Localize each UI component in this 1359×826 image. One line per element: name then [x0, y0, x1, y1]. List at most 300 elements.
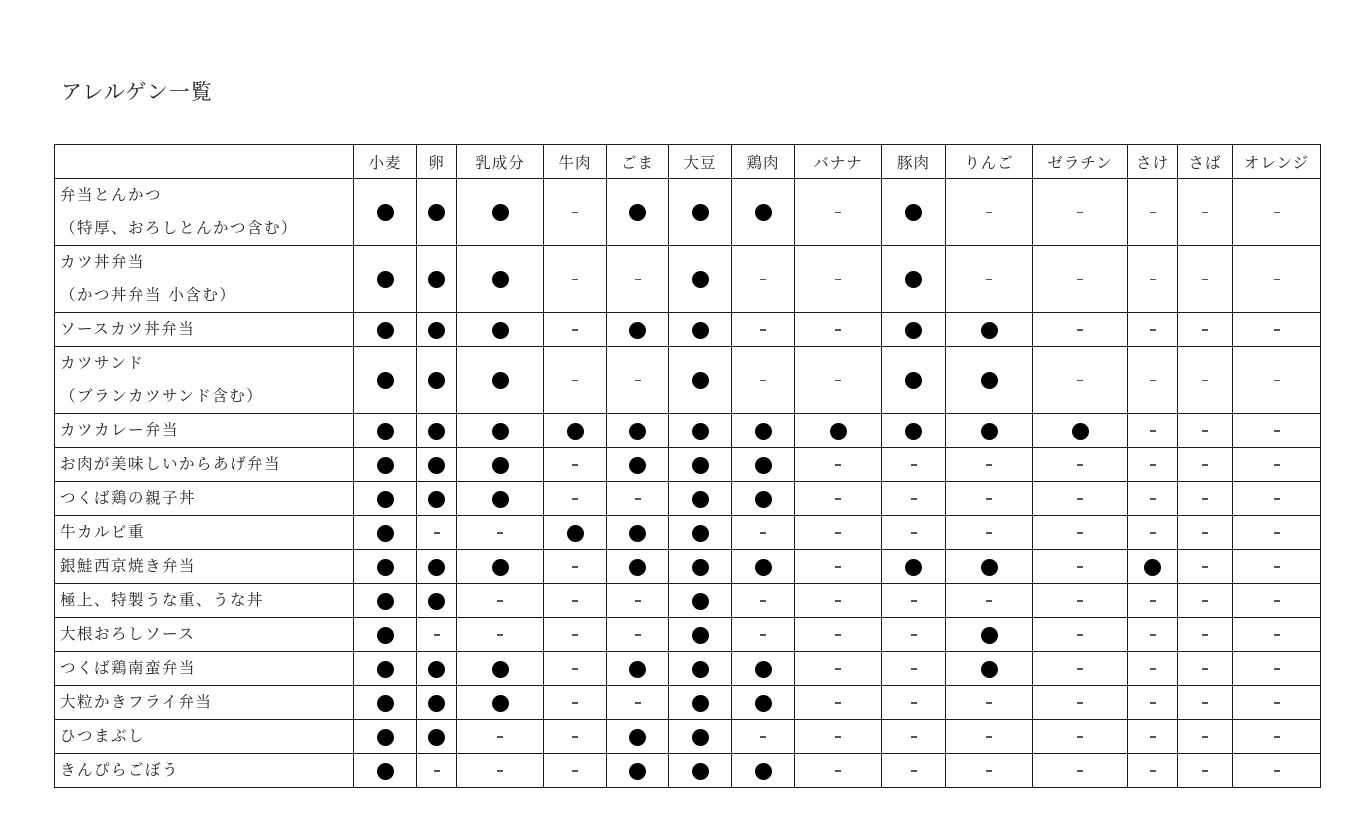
allergen-present-cell [669, 618, 732, 652]
filled-circle-icon [629, 322, 646, 339]
menu-item-name [55, 584, 354, 618]
filled-circle-icon [428, 204, 445, 221]
menu-item-name [55, 686, 354, 720]
filled-circle-icon [981, 559, 998, 576]
dash-icon [1202, 380, 1208, 382]
allergen-absent-cell [1233, 179, 1321, 246]
dash-icon [497, 532, 503, 534]
dash-icon [1274, 600, 1280, 602]
filled-circle-icon [492, 204, 509, 221]
dash-icon [1150, 464, 1156, 466]
header-corner-cell [55, 145, 354, 179]
filled-circle-icon [981, 372, 998, 389]
filled-circle-icon [428, 559, 445, 576]
dash-icon [1077, 702, 1083, 704]
table-row [55, 720, 1321, 754]
allergen-present-cell [354, 584, 417, 618]
dash-icon [1202, 430, 1208, 432]
filled-circle-icon [377, 763, 394, 780]
filled-circle-icon [981, 627, 998, 644]
filled-circle-icon [567, 525, 584, 542]
allergen-absent-cell [1033, 720, 1128, 754]
filled-circle-icon [981, 322, 998, 339]
menu-item-name-line: （ブランカツサンド含む） [60, 387, 264, 405]
dash-icon [986, 702, 992, 704]
column-header: さば [1178, 145, 1233, 179]
filled-circle-icon [692, 593, 709, 610]
allergen-present-cell [417, 313, 457, 347]
allergen-present-cell [354, 754, 417, 788]
table-row [55, 516, 1321, 550]
dash-icon [835, 668, 841, 670]
column-header: 卵 [417, 145, 457, 179]
allergen-absent-cell [882, 754, 946, 788]
allergen-present-cell [354, 246, 417, 313]
filled-circle-icon [905, 559, 922, 576]
dash-icon [1274, 634, 1280, 636]
filled-circle-icon [981, 661, 998, 678]
allergen-absent-cell [795, 652, 882, 686]
dash-icon [1274, 498, 1280, 500]
dash-icon [635, 380, 641, 382]
dash-icon [835, 464, 841, 466]
dash-icon [1077, 464, 1083, 466]
filled-circle-icon [428, 661, 445, 678]
allergen-absent-cell [1233, 347, 1321, 414]
dash-icon [986, 532, 992, 534]
menu-item-name-line: 牛カルビ重 [60, 523, 146, 541]
dash-icon [760, 380, 766, 382]
allergen-absent-cell [1178, 516, 1233, 550]
dash-icon [572, 600, 578, 602]
allergen-absent-cell [1128, 516, 1178, 550]
allergen-present-cell [732, 482, 795, 516]
allergen-absent-cell [607, 686, 669, 720]
menu-item-name-line: 大粒かきフライ弁当 [60, 693, 213, 711]
allergen-absent-cell [1128, 414, 1178, 448]
filled-circle-icon [692, 559, 709, 576]
allergen-absent-cell [457, 618, 544, 652]
dash-icon [835, 770, 841, 772]
allergen-absent-cell [882, 652, 946, 686]
allergen-present-cell [354, 347, 417, 414]
filled-circle-icon [905, 372, 922, 389]
filled-circle-icon [377, 729, 394, 746]
allergen-absent-cell [732, 313, 795, 347]
allergen-present-cell [417, 246, 457, 313]
menu-item-name [55, 347, 354, 414]
table-row [55, 313, 1321, 347]
allergen-present-cell [732, 414, 795, 448]
allergen-present-cell [882, 313, 946, 347]
allergen-present-cell [417, 414, 457, 448]
column-header: オレンジ [1233, 145, 1321, 179]
allergen-absent-cell [544, 618, 607, 652]
menu-item-name [55, 550, 354, 584]
dash-icon [1202, 634, 1208, 636]
allergen-absent-cell [795, 448, 882, 482]
allergen-absent-cell [1178, 313, 1233, 347]
allergen-absent-cell [1178, 720, 1233, 754]
table-row [55, 246, 1321, 313]
filled-circle-icon [905, 322, 922, 339]
allergen-absent-cell [1033, 584, 1128, 618]
allergen-absent-cell [1233, 313, 1321, 347]
filled-circle-icon [905, 271, 922, 288]
filled-circle-icon [755, 423, 772, 440]
allergen-absent-cell [544, 652, 607, 686]
dash-icon [1150, 532, 1156, 534]
allergen-absent-cell [1033, 686, 1128, 720]
allergen-absent-cell [457, 516, 544, 550]
filled-circle-icon [377, 525, 394, 542]
allergen-absent-cell [1128, 246, 1178, 313]
dash-icon [635, 702, 641, 704]
filled-circle-icon [830, 423, 847, 440]
allergen-present-cell [882, 414, 946, 448]
dash-icon [497, 600, 503, 602]
allergen-absent-cell [1033, 246, 1128, 313]
column-header: 大豆 [669, 145, 732, 179]
dash-icon [986, 770, 992, 772]
dash-icon [1077, 212, 1083, 214]
allergen-absent-cell [1233, 516, 1321, 550]
allergen-absent-cell [795, 347, 882, 414]
filled-circle-icon [492, 271, 509, 288]
filled-circle-icon [629, 423, 646, 440]
allergen-absent-cell [795, 516, 882, 550]
allergen-absent-cell [732, 347, 795, 414]
menu-item-name-line: お肉が美味しいからあげ弁当 [60, 455, 282, 473]
dash-icon [986, 279, 992, 281]
dash-icon [835, 380, 841, 382]
allergen-absent-cell [1233, 618, 1321, 652]
allergen-present-cell [457, 652, 544, 686]
table-row [55, 652, 1321, 686]
allergen-present-cell [669, 347, 732, 414]
allergen-present-cell [457, 448, 544, 482]
filled-circle-icon [377, 593, 394, 610]
allergen-absent-cell [946, 754, 1033, 788]
filled-circle-icon [377, 457, 394, 474]
allergen-absent-cell [1128, 618, 1178, 652]
dash-icon [1077, 329, 1083, 331]
filled-circle-icon [1144, 559, 1161, 576]
column-header: バナナ [795, 145, 882, 179]
dash-icon [1150, 329, 1156, 331]
dash-icon [1077, 668, 1083, 670]
allergen-present-cell [607, 516, 669, 550]
allergen-present-cell [882, 246, 946, 313]
allergen-absent-cell [544, 347, 607, 414]
allergen-absent-cell [946, 179, 1033, 246]
allergen-present-cell [946, 618, 1033, 652]
allergen-absent-cell [607, 482, 669, 516]
allergen-absent-cell [882, 618, 946, 652]
filled-circle-icon [377, 322, 394, 339]
allergen-absent-cell [1128, 584, 1178, 618]
menu-item-name-line: つくば鶏の親子丼 [60, 489, 197, 507]
allergen-absent-cell [1033, 516, 1128, 550]
allergen-absent-cell [1233, 754, 1321, 788]
filled-circle-icon [755, 763, 772, 780]
allergen-absent-cell [544, 720, 607, 754]
column-header: ごま [607, 145, 669, 179]
menu-item-name-line: カツ丼弁当 [60, 253, 146, 271]
allergen-present-cell [669, 179, 732, 246]
filled-circle-icon [692, 627, 709, 644]
dash-icon [497, 736, 503, 738]
table-row [55, 482, 1321, 516]
dash-icon [1274, 464, 1280, 466]
allergen-present-cell [669, 652, 732, 686]
dash-icon [572, 668, 578, 670]
dash-icon [835, 634, 841, 636]
filled-circle-icon [377, 695, 394, 712]
filled-circle-icon [692, 491, 709, 508]
allergen-present-cell [946, 550, 1033, 584]
filled-circle-icon [755, 457, 772, 474]
allergen-absent-cell [1033, 482, 1128, 516]
dash-icon [1077, 279, 1083, 281]
allergen-absent-cell [1178, 482, 1233, 516]
allergen-absent-cell [607, 246, 669, 313]
allergen-absent-cell [946, 448, 1033, 482]
menu-item-name-line: きんぴらごぼう [60, 761, 180, 779]
allergen-absent-cell [732, 618, 795, 652]
allergen-absent-cell [795, 482, 882, 516]
allergen-present-cell [1033, 414, 1128, 448]
dash-icon [1077, 566, 1083, 568]
allergen-present-cell [946, 347, 1033, 414]
allergen-absent-cell [732, 584, 795, 618]
dash-icon [1202, 212, 1208, 214]
filled-circle-icon [428, 457, 445, 474]
allergen-present-cell [607, 652, 669, 686]
dash-icon [1150, 380, 1156, 382]
dash-icon [1077, 736, 1083, 738]
allergen-present-cell [607, 720, 669, 754]
column-header: 小麦 [354, 145, 417, 179]
dash-icon [1077, 634, 1083, 636]
filled-circle-icon [692, 271, 709, 288]
allergen-present-cell [882, 550, 946, 584]
allergen-absent-cell [1178, 686, 1233, 720]
dash-icon [434, 770, 440, 772]
filled-circle-icon [692, 763, 709, 780]
allergen-present-cell [354, 313, 417, 347]
filled-circle-icon [629, 204, 646, 221]
menu-item-name-line: 銀鮭西京焼き弁当 [60, 557, 197, 575]
filled-circle-icon [492, 695, 509, 712]
allergen-present-cell [417, 550, 457, 584]
table-row [55, 584, 1321, 618]
dash-icon [760, 532, 766, 534]
allergen-absent-cell [1178, 179, 1233, 246]
allergen-absent-cell [1033, 652, 1128, 686]
allergen-present-cell [417, 179, 457, 246]
allergen-absent-cell [457, 584, 544, 618]
filled-circle-icon [492, 661, 509, 678]
filled-circle-icon [377, 372, 394, 389]
dash-icon [1150, 212, 1156, 214]
filled-circle-icon [629, 457, 646, 474]
allergen-absent-cell [1233, 414, 1321, 448]
allergen-absent-cell [1128, 347, 1178, 414]
allergen-present-cell [354, 550, 417, 584]
filled-circle-icon [692, 661, 709, 678]
menu-item-name [55, 179, 354, 246]
column-header: 乳成分 [457, 145, 544, 179]
menu-item-name [55, 448, 354, 482]
allergen-present-cell [669, 246, 732, 313]
allergen-present-cell [417, 720, 457, 754]
allergen-present-cell [417, 347, 457, 414]
allergen-present-cell [354, 720, 417, 754]
allergen-present-cell [354, 686, 417, 720]
allergen-present-cell [732, 179, 795, 246]
menu-item-name-line: （特厚、おろしとんかつ含む） [60, 219, 299, 237]
menu-item-name [55, 246, 354, 313]
allergen-absent-cell [1033, 618, 1128, 652]
allergen-present-cell [417, 686, 457, 720]
allergen-absent-cell [1128, 720, 1178, 754]
filled-circle-icon [629, 763, 646, 780]
column-header: 牛肉 [544, 145, 607, 179]
dash-icon [1202, 736, 1208, 738]
dash-icon [1274, 702, 1280, 704]
allergen-present-cell [457, 179, 544, 246]
allergen-absent-cell [457, 754, 544, 788]
filled-circle-icon [428, 593, 445, 610]
filled-circle-icon [428, 491, 445, 508]
filled-circle-icon [492, 457, 509, 474]
allergen-present-cell [354, 618, 417, 652]
dash-icon [1202, 566, 1208, 568]
allergen-absent-cell [882, 448, 946, 482]
menu-item-name [55, 482, 354, 516]
allergen-absent-cell [946, 584, 1033, 618]
page-title: アレルゲン一覧 [61, 80, 213, 104]
allergen-present-cell [669, 482, 732, 516]
allergen-absent-cell [946, 686, 1033, 720]
allergen-present-cell [732, 652, 795, 686]
allergen-absent-cell [1233, 482, 1321, 516]
allergen-present-cell [544, 516, 607, 550]
column-header: 鶏肉 [732, 145, 795, 179]
dash-icon [1077, 380, 1083, 382]
allergen-present-cell [457, 414, 544, 448]
dash-icon [986, 600, 992, 602]
allergen-absent-cell [607, 584, 669, 618]
dash-icon [1202, 600, 1208, 602]
allergen-absent-cell [544, 482, 607, 516]
dash-icon [911, 532, 917, 534]
dash-icon [1150, 279, 1156, 281]
dash-icon [1202, 668, 1208, 670]
allergen-absent-cell [1233, 686, 1321, 720]
allergen-present-cell [457, 686, 544, 720]
filled-circle-icon [692, 729, 709, 746]
filled-circle-icon [377, 491, 394, 508]
allergen-absent-cell [1128, 313, 1178, 347]
allergen-present-cell [669, 686, 732, 720]
filled-circle-icon [492, 322, 509, 339]
allergen-absent-cell [1178, 618, 1233, 652]
allergen-absent-cell [1178, 754, 1233, 788]
allergen-present-cell [882, 347, 946, 414]
allergen-absent-cell [1233, 652, 1321, 686]
dash-icon [434, 532, 440, 534]
filled-circle-icon [692, 204, 709, 221]
filled-circle-icon [629, 661, 646, 678]
dash-icon [497, 770, 503, 772]
dash-icon [1202, 329, 1208, 331]
allergen-present-cell [946, 414, 1033, 448]
table-row [55, 618, 1321, 652]
filled-circle-icon [692, 322, 709, 339]
menu-item-name-line: ひつまぶし [60, 727, 146, 745]
filled-circle-icon [428, 322, 445, 339]
allergen-absent-cell [1033, 347, 1128, 414]
allergen-present-cell [354, 652, 417, 686]
dash-icon [911, 770, 917, 772]
filled-circle-icon [692, 695, 709, 712]
menu-item-name-line: カツサンド [60, 354, 145, 372]
allergen-present-cell [607, 754, 669, 788]
allergen-absent-cell [795, 313, 882, 347]
allergen-present-cell [882, 179, 946, 246]
dash-icon [835, 532, 841, 534]
dash-icon [986, 464, 992, 466]
dash-icon [572, 380, 578, 382]
dash-icon [434, 634, 440, 636]
dash-icon [911, 736, 917, 738]
dash-icon [1150, 702, 1156, 704]
allergen-absent-cell [544, 550, 607, 584]
allergen-absent-cell [946, 482, 1033, 516]
dash-icon [635, 634, 641, 636]
dash-icon [497, 634, 503, 636]
dash-icon [1077, 532, 1083, 534]
allergen-present-cell [457, 246, 544, 313]
dash-icon [572, 279, 578, 281]
dash-icon [760, 329, 766, 331]
allergen-absent-cell [544, 313, 607, 347]
allergen-absent-cell [1178, 414, 1233, 448]
filled-circle-icon [755, 491, 772, 508]
allergen-present-cell [946, 313, 1033, 347]
filled-circle-icon [377, 423, 394, 440]
dash-icon [760, 634, 766, 636]
table-row [55, 754, 1321, 788]
filled-circle-icon [1072, 423, 1089, 440]
allergen-present-cell [607, 313, 669, 347]
dash-icon [572, 736, 578, 738]
menu-item-name [55, 754, 354, 788]
column-header: ゼラチン [1033, 145, 1128, 179]
allergen-present-cell [669, 584, 732, 618]
allergen-present-cell [795, 414, 882, 448]
allergen-absent-cell [1178, 584, 1233, 618]
dash-icon [835, 566, 841, 568]
allergen-present-cell [457, 313, 544, 347]
dash-icon [1077, 498, 1083, 500]
dash-icon [1150, 736, 1156, 738]
allergen-absent-cell [1033, 179, 1128, 246]
allergen-absent-cell [417, 516, 457, 550]
filled-circle-icon [492, 423, 509, 440]
